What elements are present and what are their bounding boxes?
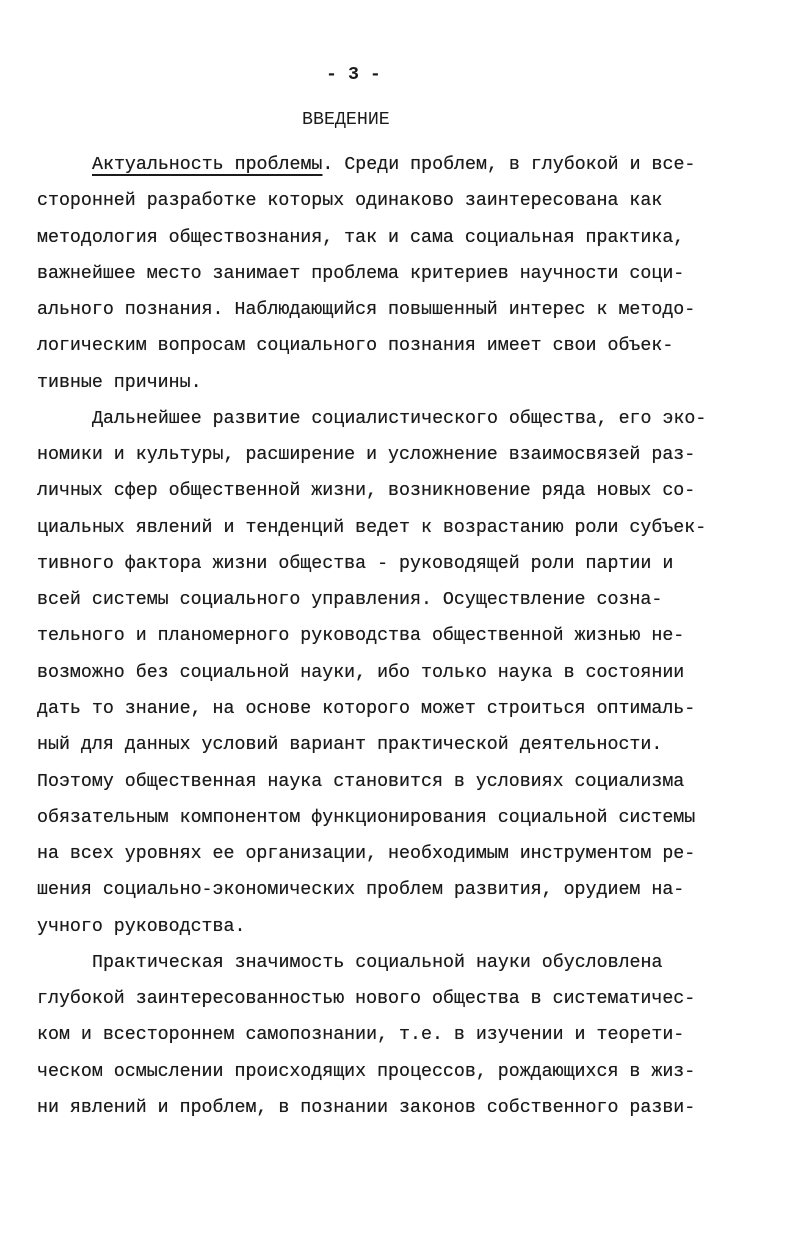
text-line: на всех уровнях ее организации, необходимым инструментом ре- [37,844,696,865]
text-line: ком и всестороннем самопознании, т.е. в изучении и теорети- [37,1025,685,1046]
lead-rest: . Среди проблем, в глубокой и все- [322,155,696,175]
section-heading: ВВЕДЕНИЕ [302,110,390,130]
text-line: дать то знание, на основе которого может строиться оптималь- [37,698,696,719]
underlined-lead: Актуальность проблемы [92,155,323,175]
text-line: сторонней разработке которых одинаково заинтересована как [37,191,663,212]
paragraph-1-line-1 [37,147,777,183]
text-line: глубокой заинтересованностью нового общества в систематичес- [37,989,696,1010]
text-line: номики и культуры, расширение и усложнение взаимосвязей раз- [37,445,696,466]
text-line: логическим вопросам социального познания имеет свои объек- [37,336,674,357]
text-line: возможно без социальной науки, ибо только наука в состоянии [37,662,685,683]
text-line: тивные причины. [37,372,202,393]
text-line: шения социально-экономических проблем развития, орудием на- [37,880,685,901]
text-line: учного руководства. [37,916,246,937]
text-line: методология обществознания, так и сама социальная практика, [37,227,685,248]
text-line: Дальнейшее развитие социалистического общества, его эко- [92,408,707,429]
text-line: личных сфер общественной жизни, возникновение ряда новых со- [37,481,696,502]
text-line: всей системы социального управления. Осуществление созна- [37,590,663,611]
text-line: тельного и планомерного руководства общественной жизнью не- [37,626,685,647]
text-line: ального познания. Наблюдающийся повышенный интерес к методо- [37,300,696,321]
text-line: ни явлений и проблем, в познании законов собственного разви- [37,1097,696,1118]
text-line: Практическая значимость социальной науки обусловлена [92,952,663,973]
text-line: ный для данных условий вариант практической деятельности. [37,735,663,756]
text-line: Поэтому общественная наука становится в условиях социализма [37,771,685,792]
page-number: - 3 - [326,65,381,85]
text-line: важнейшее место занимает проблема критериев научности соци- [37,263,685,284]
text-line: обязательным компонентом функционирования социальной системы [37,807,696,828]
text-line: тивного фактора жизни общества - руководящей роли партии и [37,553,674,574]
text-line: циальных явлений и тенденций ведет к возрастанию роли субъек- [37,517,707,538]
body-text [37,147,777,1126]
text-line: ческом осмыслении происходящих процессов, рождающихся в жиз- [37,1061,696,1082]
